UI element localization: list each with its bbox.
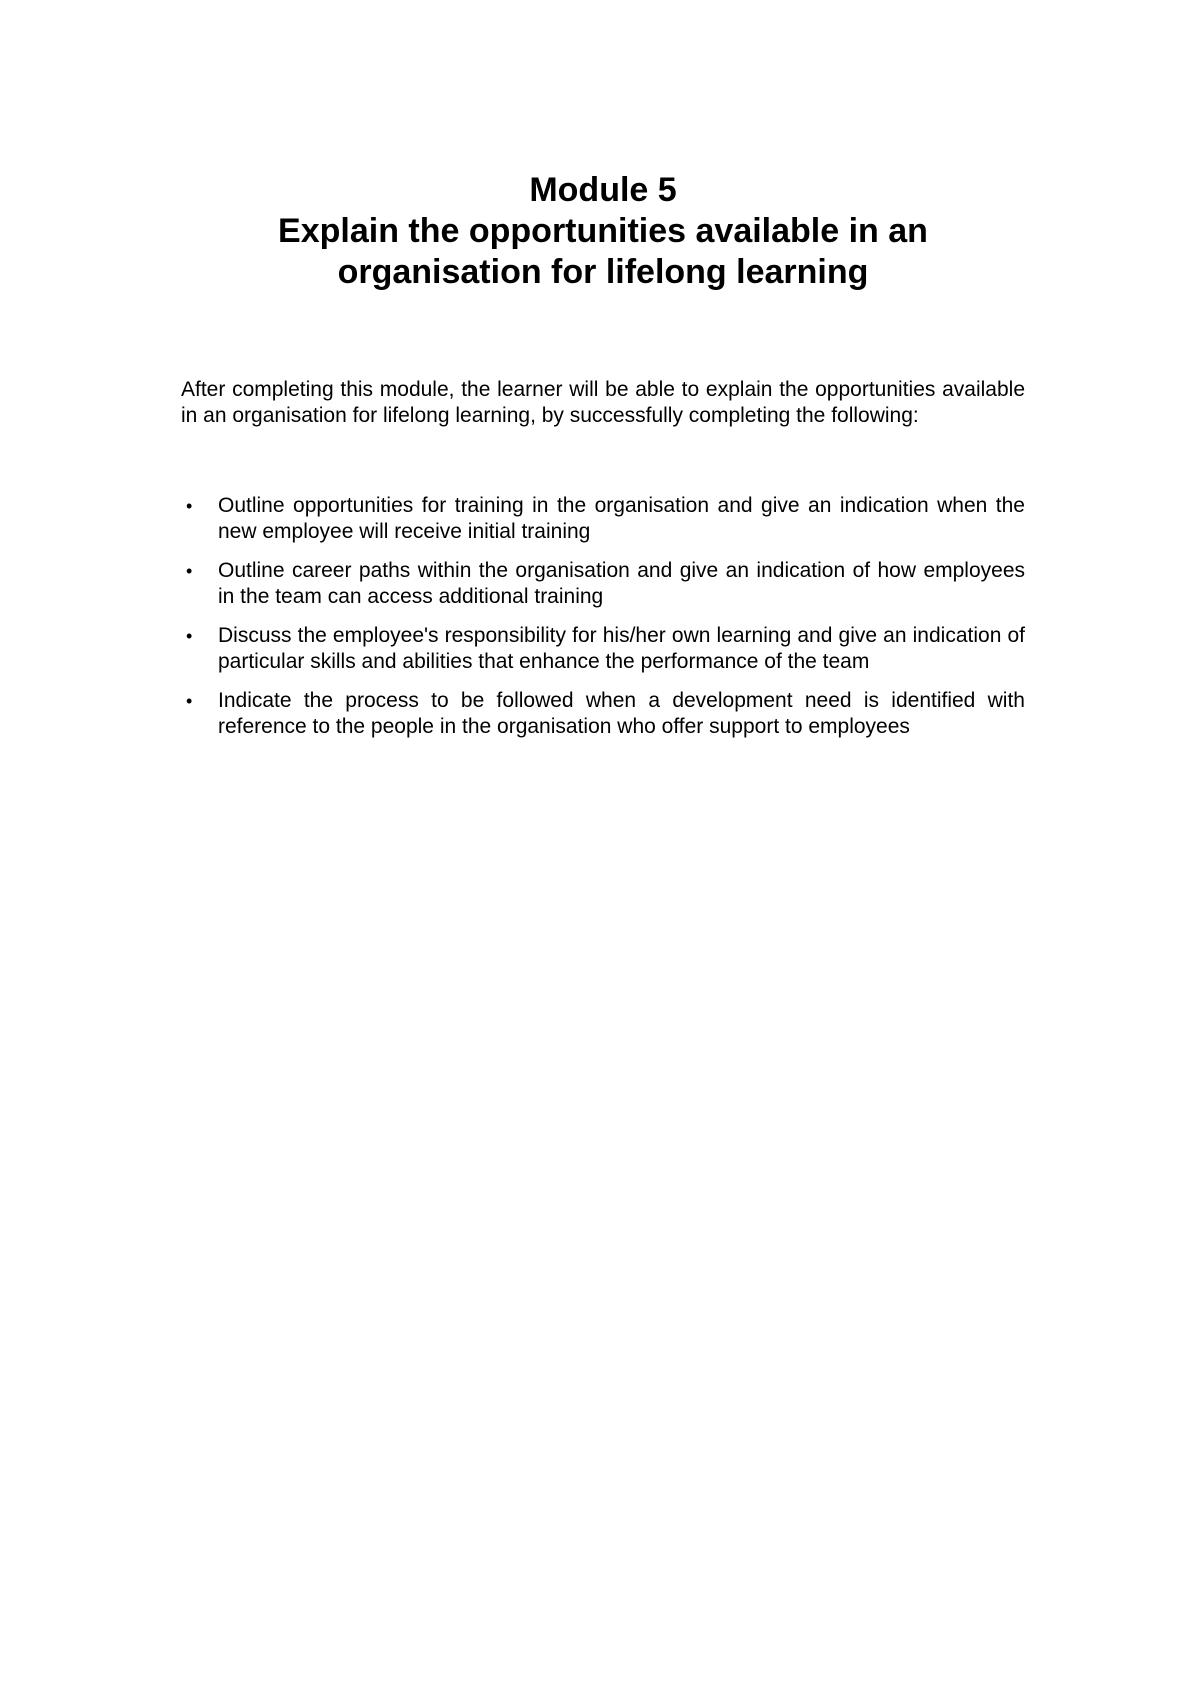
list-item [181,623,1025,675]
list-item [181,558,1025,610]
module-title-line-2: organisation for lifelong learning [337,253,869,291]
bullet-icon: • [186,626,193,646]
list-item [181,493,1025,545]
learning-outcomes-list [181,493,1025,753]
outcome-text: Indicate the process to be followed when a development need is identified with reference to the people in the organisation who offer support to employees [218,689,1025,738]
bullet-icon: • [186,496,193,516]
module-number: Module 5 [529,171,677,209]
outcome-text: Outline opportunities for training in the organisation and give an indication when the new employee will receive initial training [218,494,1025,543]
list-item [181,688,1025,740]
bullet-icon: • [186,691,193,711]
module-heading [180,170,1026,293]
intro-paragraph: After completing this module, the learner will be able to explain the opportunities available in an organisation for lifelong learning, by successfully completing the following: [181,378,1025,427]
outcome-text: Outline career paths within the organisation and give an indication of how employees in the team can access additional training [218,559,1025,608]
module-title-line-1: Explain the opportunities available in an [278,212,928,250]
outcome-text: Discuss the employee's responsibility for his/her own learning and give an indication of particular skills and abilities that enhance the performance of the team [218,624,1025,673]
bullet-icon: • [186,561,193,581]
